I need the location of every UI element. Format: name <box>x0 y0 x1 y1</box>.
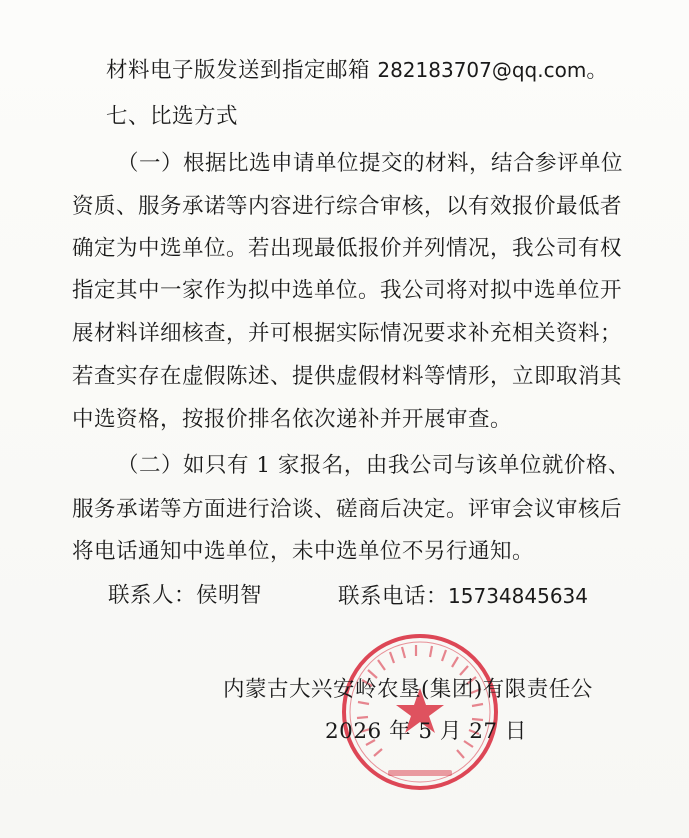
para1-line: 展材料详细核查，并可根据实际情况要求补充相关资料； <box>72 321 623 346</box>
email-line-end: 。 <box>586 58 609 83</box>
para1-line: 指定其中一家作为拟中选单位。我公司将对拟中选单位开 <box>72 278 623 303</box>
para2-line: 将电话通知中选单位，未中选单位不另行通知。 <box>72 539 535 564</box>
email-line-text: 材料电子版发送到指定邮箱 <box>106 58 378 83</box>
para1-line: 确定为中选单位。若出现最低报价并列情况，我公司有权 <box>72 236 623 261</box>
para1-line: 资质、服务承诺等内容进行综合审核，以有效报价最低者 <box>72 194 623 219</box>
para1-line: 中选资格，按报价排名依次递补并开展审查。 <box>72 407 513 432</box>
contact-phone <box>338 582 588 611</box>
email-address: 282183707@qq.com <box>377 58 587 82</box>
para1-line: （一）根据比选申请单位提交的材料，结合参评单位 <box>117 151 624 176</box>
company-name: 内蒙古大兴安岭农垦(集团)有限责任公 <box>223 677 593 702</box>
seal-graphic <box>340 632 500 792</box>
phone-label: 联系电话： <box>338 584 449 609</box>
para2-line: 服务承诺等方面进行洽谈、磋商后决定。评审会议审核后 <box>72 497 623 522</box>
para2-line: （二）如只有 1 家报名，由我公司与该单位就价格、 <box>117 453 630 478</box>
contact-person: 联系人：侯明智 <box>108 583 263 608</box>
signing-date: 2026 年 5 月 27 日 <box>325 719 527 744</box>
para1-line: 若查实存在虚假陈述、提供虚假材料等情形，立即取消其 <box>72 364 623 389</box>
section-heading: 七、比选方式 <box>106 104 239 129</box>
email-line <box>106 56 608 85</box>
company-seal <box>340 632 500 792</box>
phone-number: 15734845634 <box>448 584 588 608</box>
